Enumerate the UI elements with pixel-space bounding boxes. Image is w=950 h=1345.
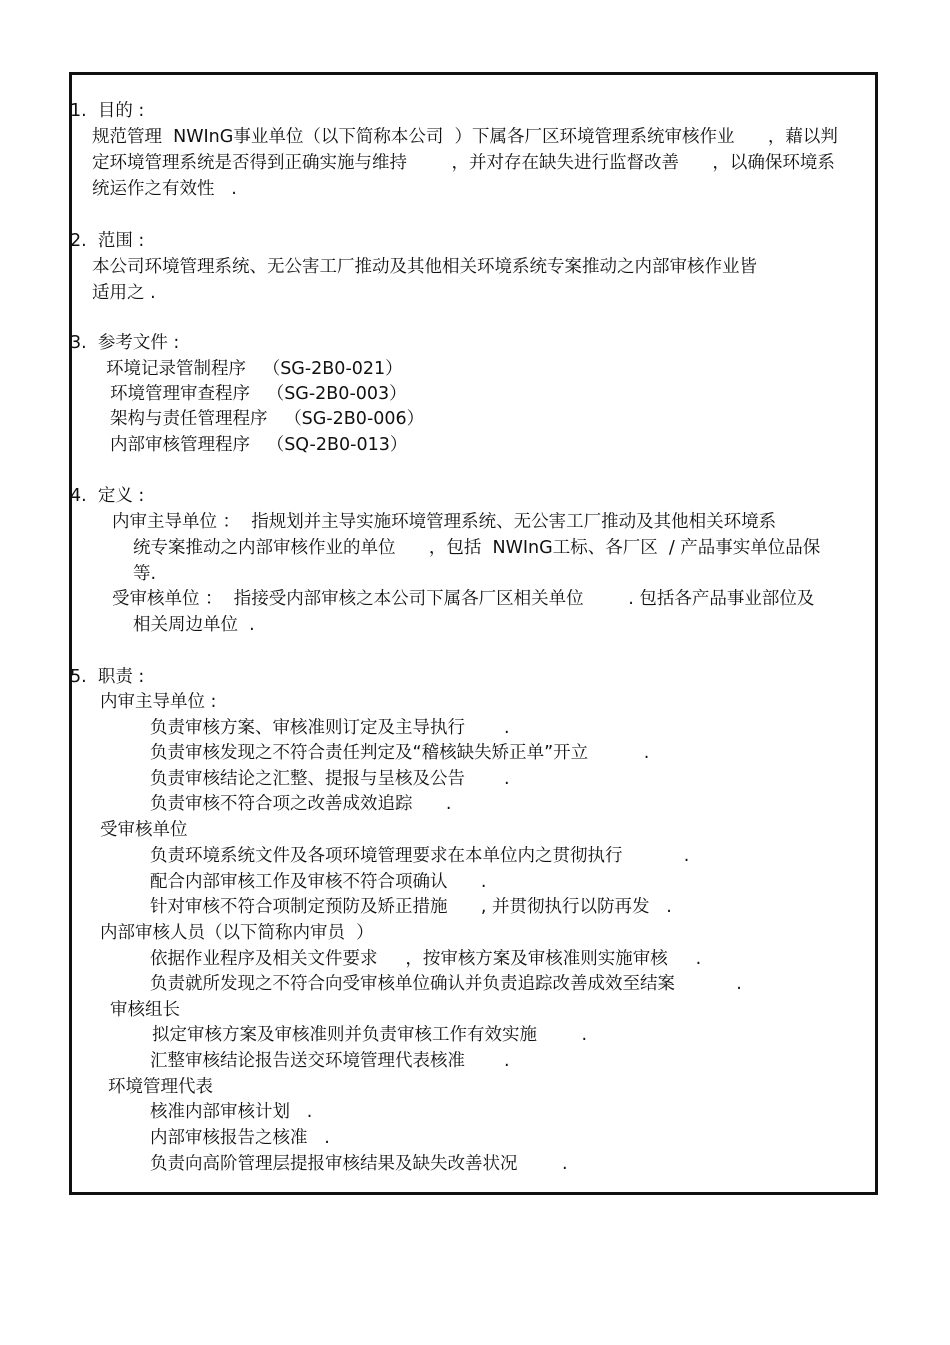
definition-line: 内审主导单位 ： 指规划并主导实施环境管理系统、无公害工厂推动及其他相关环境系 [112, 512, 777, 532]
role-heading: 内审主导单位 : [100, 692, 217, 712]
reference-item: 环境管理审查程序 （SG-2B0-003） [110, 384, 407, 404]
section-2-line-2: 适用之 . [92, 283, 156, 303]
definition-line: 等. [133, 564, 157, 584]
duty-item: 核准内部审核计划 . [150, 1102, 313, 1122]
role-heading: 受审核单位 [100, 820, 188, 840]
section-2-line-1: 本公司环境管理系统、无公害工厂推动及其他相关环境系统专案推动之内部审核作业皆 [92, 257, 757, 277]
duty-item: 负责审核结论之汇整、提报与呈核及公告 . [150, 769, 510, 789]
definition-line: 统专案推动之内部审核作业的单位 ，包括 NWInG工标、各厂区 / 产品事实单位品保 [133, 538, 821, 558]
duty-item: 负责审核方案、审核准则订定及主导执行 . [150, 718, 510, 738]
reference-item: 架构与责任管理程序 （SG-2B0-006） [110, 409, 425, 429]
duty-item: 内部审核报告之核准 . [150, 1128, 330, 1148]
duty-item: 负责就所发现之不符合向受审核单位确认并负责追踪改善成效至结案 . [150, 974, 742, 994]
reference-item: 内部审核管理程序 （SQ-2B0-013） [110, 435, 408, 455]
section-1-line-3: 统运作之有效性 . [92, 179, 237, 199]
definition-line: 相关周边单位 . [133, 615, 255, 635]
section-3-heading: 3. 参考文件 : [70, 333, 180, 353]
section-1-line-1: 规范管理 NWInG事业单位（以下简称本公司 ）下属各厂区环境管理系统审核作业 ，藉以判 [92, 127, 838, 147]
duty-item: 针对审核不符合项制定预防及矫正措施 , 并贯彻执行以防再发 . [150, 897, 672, 917]
duty-item: 负责审核发现之不符合责任判定及“稽核缺失矫正单”开立 . [150, 743, 650, 763]
duty-item: 汇整审核结论报告送交环境管理代表核准 . [150, 1051, 510, 1071]
duty-item: 拟定审核方案及审核准则并负责审核工作有效实施 . [152, 1025, 588, 1045]
section-1-heading: 1. 目的 : [70, 101, 145, 121]
reference-item: 环境记录管制程序 （SG-2B0-021） [106, 359, 403, 379]
section-1-line-2: 定环境管理系统是否得到正确实施与维持 ，并对存在缺失进行监督改善 ，以确保环境系 [92, 153, 835, 173]
duty-item: 负责向高阶管理层提报审核结果及缺失改善状况 . [150, 1154, 568, 1174]
section-5-heading: 5. 职责 : [70, 667, 145, 687]
duty-item: 配合内部审核工作及审核不符合项确认 . [150, 872, 487, 892]
duty-item: 依据作业程序及相关文件要求 ，按审核方案及审核准则实施审核 . [150, 949, 702, 969]
role-heading: 环境管理代表 [108, 1077, 213, 1097]
duty-item: 负责环境系统文件及各项环境管理要求在本单位内之贯彻执行 . [150, 846, 690, 866]
role-heading: 内部审核人员（以下简称内审员 ） [100, 923, 374, 943]
duty-item: 负责审核不符合项之改善成效追踪 . [150, 794, 452, 814]
section-4-heading: 4. 定义 : [70, 486, 145, 506]
definition-line: 受审核单位 ： 指接受内部审核之本公司下属各厂区相关单位 . 包括各产品事业部位及 [112, 589, 815, 609]
role-heading: 审核组长 [110, 1000, 180, 1020]
section-2-heading: 2. 范围 : [70, 231, 145, 251]
